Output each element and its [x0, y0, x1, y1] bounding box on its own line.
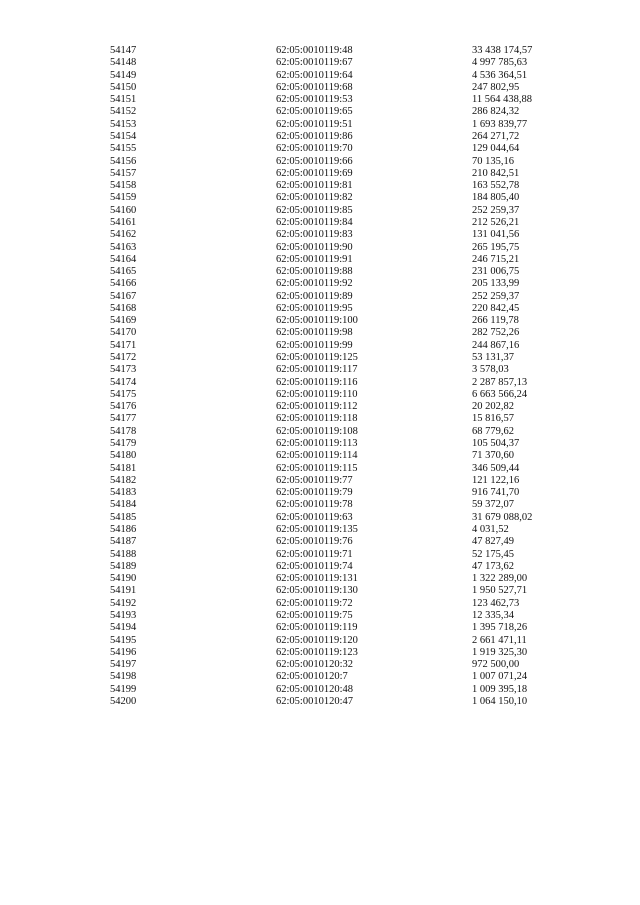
cadastral-value: 47 173,62 — [472, 560, 514, 572]
cadastral-value: 2 287 857,13 — [472, 376, 528, 388]
cadastral-number: 62:05:0010119:98 — [276, 327, 353, 339]
cadastral-value: 252 259,37 — [472, 290, 520, 302]
table-row — [110, 647, 582, 659]
cadastral-number: 62:05:0010119:66 — [276, 155, 353, 167]
cadastral-value: 346 509,44 — [472, 462, 520, 474]
row-number: 54159 — [110, 192, 137, 204]
cadastral-value: 1 009 395,18 — [472, 683, 528, 695]
table-row — [110, 426, 582, 438]
row-number: 54189 — [110, 560, 137, 572]
cadastral-number: 62:05:0010119:69 — [276, 167, 353, 179]
cadastral-value: 47 827,49 — [472, 536, 514, 548]
cadastral-value: 15 816,57 — [472, 413, 514, 425]
cadastral-number: 62:05:0010119:95 — [276, 302, 353, 314]
table-row — [110, 70, 582, 82]
cadastral-value: 33 438 174,57 — [472, 45, 533, 56]
table-row — [110, 266, 582, 278]
cadastral-number: 62:05:0010119:79 — [276, 487, 353, 499]
row-number: 54186 — [110, 523, 137, 535]
cadastral-value: 1 322 289,00 — [472, 573, 528, 585]
row-number: 54177 — [110, 413, 137, 425]
cadastral-value: 105 504,37 — [472, 438, 520, 449]
table-row — [110, 598, 582, 610]
table-row — [110, 119, 582, 131]
cadastral-number: 62:05:0010119:92 — [276, 278, 353, 290]
cadastral-value: 282 752,26 — [472, 327, 520, 339]
cadastral-value: 129 044,64 — [472, 143, 520, 155]
table-row — [110, 635, 582, 647]
row-number: 54170 — [110, 327, 137, 339]
cadastral-number: 62:05:0010119:114 — [276, 450, 358, 462]
cadastral-number: 62:05:0010119:76 — [276, 536, 353, 548]
cadastral-value: 972 500,00 — [472, 659, 520, 671]
cadastral-number: 62:05:0010119:64 — [276, 69, 353, 81]
cadastral-number: 62:05:0010119:65 — [276, 106, 353, 118]
cadastral-number: 62:05:0010119:100 — [276, 315, 358, 327]
table-row — [110, 45, 582, 57]
cadastral-value: 121 122,16 — [472, 474, 520, 486]
table-row — [110, 242, 582, 254]
table-row — [110, 94, 582, 106]
cadastral-number: 62:05:0010119:89 — [276, 290, 353, 302]
cadastral-number: 62:05:0010119:135 — [276, 523, 358, 535]
table-row — [110, 340, 582, 352]
cadastral-number: 62:05:0010119:48 — [276, 45, 353, 56]
table-row — [110, 585, 582, 597]
cadastral-value: 1 693 839,77 — [472, 118, 528, 130]
table-row — [110, 82, 582, 94]
cadastral-value: 123 462,73 — [472, 597, 520, 609]
row-number: 54172 — [110, 352, 137, 364]
table-row — [110, 622, 582, 634]
cadastral-number: 62:05:0010119:83 — [276, 229, 353, 241]
table-row — [110, 278, 582, 290]
table-row — [110, 192, 582, 204]
table-row — [110, 659, 582, 671]
table-row — [110, 549, 582, 561]
cadastral-number: 62:05:0010119:63 — [276, 511, 353, 523]
table-row — [110, 291, 582, 303]
table-row — [110, 463, 582, 475]
cadastral-value: 212 526,21 — [472, 216, 520, 228]
row-number: 54188 — [110, 548, 137, 560]
row-number: 54150 — [110, 81, 137, 93]
row-number: 54193 — [110, 609, 137, 621]
row-number: 54192 — [110, 597, 137, 609]
cadastral-value: 53 131,37 — [472, 352, 514, 364]
row-number: 54198 — [110, 671, 137, 683]
table-row — [110, 364, 582, 376]
row-number: 54158 — [110, 180, 137, 192]
cadastral-value: 31 679 088,02 — [472, 511, 533, 523]
row-number: 54180 — [110, 450, 137, 462]
cadastral-number: 62:05:0010120:47 — [276, 695, 354, 707]
cadastral-value: 71 370,60 — [472, 450, 514, 462]
row-number: 54166 — [110, 278, 137, 290]
row-number: 54157 — [110, 167, 137, 179]
row-number: 54174 — [110, 376, 137, 388]
table-row — [110, 413, 582, 425]
cadastral-value: 244 867,16 — [472, 339, 520, 351]
table-row — [110, 610, 582, 622]
cadastral-number: 62:05:0010119:113 — [276, 438, 358, 449]
cadastral-number: 62:05:0010119:99 — [276, 339, 353, 351]
table-row — [110, 389, 582, 401]
cadastral-value: 20 202,82 — [472, 401, 514, 413]
cadastral-number: 62:05:0010119:75 — [276, 609, 353, 621]
cadastral-value: 916 741,70 — [472, 487, 520, 499]
cadastral-number: 62:05:0010119:82 — [276, 192, 353, 204]
table-row — [110, 303, 582, 315]
row-number: 54181 — [110, 462, 137, 474]
row-number: 54149 — [110, 69, 137, 81]
cadastral-value: 205 133,99 — [472, 278, 520, 290]
cadastral-number: 62:05:0010119:118 — [276, 413, 358, 425]
cadastral-number: 62:05:0010119:77 — [276, 474, 353, 486]
row-number: 54197 — [110, 659, 137, 671]
cadastral-number: 62:05:0010119:116 — [276, 376, 358, 388]
table-row — [110, 524, 582, 536]
cadastral-value: 12 335,34 — [472, 609, 514, 621]
table-row — [110, 475, 582, 487]
cadastral-value: 11 564 438,88 — [472, 94, 532, 106]
cadastral-number: 62:05:0010119:84 — [276, 216, 353, 228]
table-row — [110, 131, 582, 143]
row-number: 54148 — [110, 57, 137, 69]
row-number: 54153 — [110, 118, 137, 130]
cadastral-value: 266 119,78 — [472, 315, 519, 327]
row-number: 54191 — [110, 585, 137, 597]
cadastral-value: 220 842,45 — [472, 302, 520, 314]
table-row — [110, 106, 582, 118]
cadastral-number: 62:05:0010119:67 — [276, 57, 353, 69]
table-row — [110, 143, 582, 155]
row-number: 54176 — [110, 401, 137, 413]
cadastral-number: 62:05:0010119:86 — [276, 130, 353, 142]
cadastral-value: 3 578,03 — [472, 364, 509, 376]
table-row — [110, 57, 582, 69]
row-number: 54162 — [110, 229, 137, 241]
row-number: 54190 — [110, 573, 137, 585]
row-number: 54187 — [110, 536, 137, 548]
table-row — [110, 168, 582, 180]
table-row — [110, 327, 582, 339]
cadastral-number: 62:05:0010120:32 — [276, 659, 354, 671]
cadastral-number: 62:05:0010119:108 — [276, 425, 358, 437]
row-number: 54173 — [110, 364, 137, 376]
row-number: 54147 — [110, 45, 137, 56]
cadastral-value: 52 175,45 — [472, 548, 514, 560]
cadastral-value: 1 950 527,71 — [472, 585, 528, 597]
table-row — [110, 487, 582, 499]
cadastral-number: 62:05:0010119:119 — [276, 622, 358, 634]
cadastral-number: 62:05:0010119:91 — [276, 253, 353, 265]
table-row — [110, 352, 582, 364]
cadastral-number: 62:05:0010119:131 — [276, 573, 358, 585]
cadastral-value: 2 661 471,11 — [472, 634, 527, 646]
table-body — [110, 45, 582, 708]
cadastral-value: 264 271,72 — [472, 130, 520, 142]
row-number: 54151 — [110, 94, 137, 106]
cadastral-value: 210 842,51 — [472, 167, 520, 179]
cadastral-number: 62:05:0010119:78 — [276, 499, 353, 511]
table-row — [110, 684, 582, 696]
table-row — [110, 401, 582, 413]
row-number: 54154 — [110, 130, 137, 142]
cadastral-number: 62:05:0010119:72 — [276, 597, 353, 609]
table-row — [110, 561, 582, 573]
row-number: 54199 — [110, 683, 137, 695]
cadastral-value: 4 997 785,63 — [472, 57, 528, 69]
cadastral-value: 68 779,62 — [472, 425, 514, 437]
cadastral-value: 4 031,52 — [472, 523, 509, 535]
cadastral-value: 265 195,75 — [472, 241, 520, 253]
row-number: 54184 — [110, 499, 137, 511]
cadastral-value: 252 259,37 — [472, 204, 520, 216]
table-row — [110, 536, 582, 548]
cadastral-value: 231 006,75 — [472, 266, 520, 278]
row-number: 54167 — [110, 290, 137, 302]
row-number: 54175 — [110, 388, 137, 400]
cadastral-number: 62:05:0010119:71 — [276, 548, 353, 560]
row-number: 54168 — [110, 302, 137, 314]
cadastral-number: 62:05:0010119:117 — [276, 364, 358, 376]
cadastral-value: 59 372,07 — [472, 499, 514, 511]
cadastral-value: 247 802,95 — [472, 81, 520, 93]
table-row — [110, 573, 582, 585]
row-number: 54156 — [110, 155, 137, 167]
row-number: 54169 — [110, 315, 137, 327]
cadastral-number: 62:05:0010119:88 — [276, 266, 353, 278]
cadastral-number: 62:05:0010119:112 — [276, 401, 358, 413]
row-number: 54161 — [110, 216, 137, 228]
cadastral-number: 62:05:0010119:85 — [276, 204, 353, 216]
cadastral-number: 62:05:0010119:51 — [276, 118, 353, 130]
row-number: 54171 — [110, 339, 137, 351]
cadastral-number: 62:05:0010119:115 — [276, 462, 358, 474]
table-row — [110, 450, 582, 462]
cadastral-number: 62:05:0010119:125 — [276, 352, 358, 364]
row-number: 54185 — [110, 511, 137, 523]
row-number: 54194 — [110, 622, 137, 634]
cadastral-number: 62:05:0010120:7 — [276, 671, 348, 683]
row-number: 54200 — [110, 695, 137, 707]
cadastral-value: 70 135,16 — [472, 155, 514, 167]
cadastral-value: 4 536 364,51 — [472, 69, 528, 81]
row-number: 54179 — [110, 438, 137, 449]
cadastral-number: 62:05:0010119:74 — [276, 560, 353, 572]
cadastral-value: 1 007 071,24 — [472, 671, 528, 683]
cadastral-number: 62:05:0010119:120 — [276, 634, 358, 646]
row-number: 54183 — [110, 487, 137, 499]
cadastral-value: 131 041,56 — [472, 229, 520, 241]
table-row — [110, 180, 582, 192]
table-row — [110, 438, 582, 450]
cadastral-number: 62:05:0010119:110 — [276, 388, 358, 400]
cadastral-number: 62:05:0010119:81 — [276, 180, 353, 192]
table-row — [110, 254, 582, 266]
cadastral-value: 1 919 325,30 — [472, 646, 528, 658]
cadastral-value: 163 552,78 — [472, 180, 520, 192]
table-row — [110, 499, 582, 511]
cadastral-value: 6 663 566,24 — [472, 388, 528, 400]
table-row — [110, 696, 582, 708]
row-number: 54163 — [110, 241, 137, 253]
row-number: 54164 — [110, 253, 137, 265]
row-number: 54182 — [110, 474, 137, 486]
cadastral-value-table — [110, 45, 582, 708]
table-row — [110, 671, 582, 683]
cadastral-number: 62:05:0010119:68 — [276, 81, 353, 93]
table-row — [110, 217, 582, 229]
table-row — [110, 512, 582, 524]
table-row — [110, 205, 582, 217]
row-number: 54165 — [110, 266, 137, 278]
cadastral-value: 286 824,32 — [472, 106, 520, 118]
row-number: 54155 — [110, 143, 137, 155]
cadastral-number: 62:05:0010119:53 — [276, 94, 353, 106]
cadastral-value: 1 064 150,10 — [472, 695, 528, 707]
table-row — [110, 229, 582, 241]
table-row — [110, 377, 582, 389]
table-row — [110, 156, 582, 168]
cadastral-value: 1 395 718,26 — [472, 622, 528, 634]
table-row — [110, 315, 582, 327]
row-number: 54196 — [110, 646, 137, 658]
row-number: 54178 — [110, 425, 137, 437]
cadastral-value: 246 715,21 — [472, 253, 520, 265]
row-number: 54195 — [110, 634, 137, 646]
row-number: 54160 — [110, 204, 137, 216]
cadastral-number: 62:05:0010119:90 — [276, 241, 353, 253]
cadastral-number: 62:05:0010120:48 — [276, 683, 354, 695]
cadastral-number: 62:05:0010119:123 — [276, 646, 358, 658]
cadastral-number: 62:05:0010119:70 — [276, 143, 353, 155]
cadastral-value: 184 805,40 — [472, 192, 520, 204]
cadastral-number: 62:05:0010119:130 — [276, 585, 358, 597]
row-number: 54152 — [110, 106, 137, 118]
